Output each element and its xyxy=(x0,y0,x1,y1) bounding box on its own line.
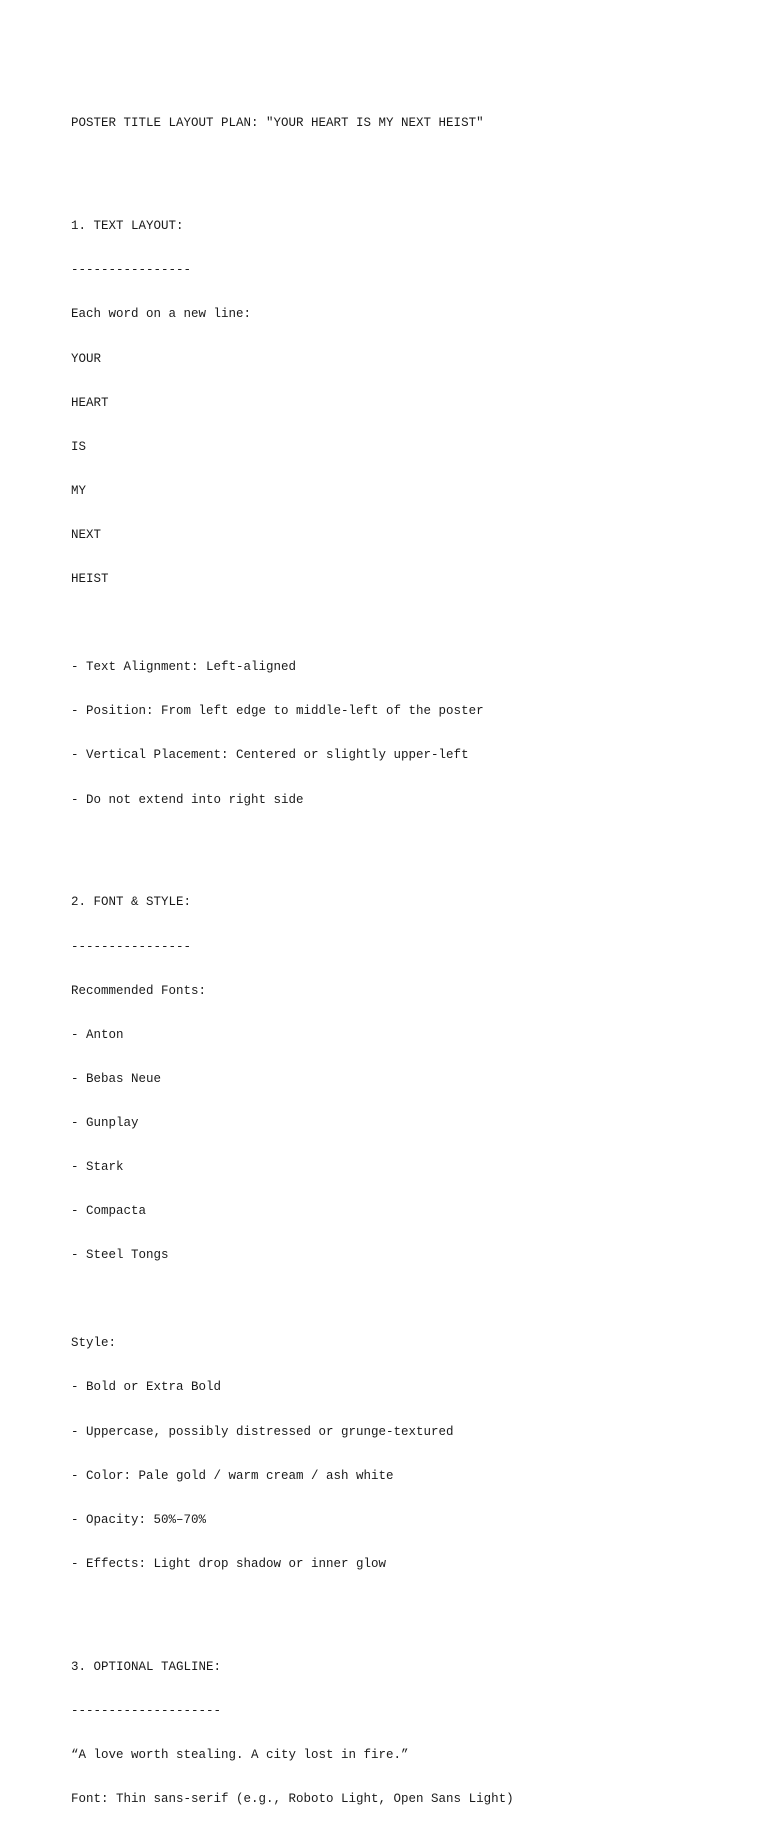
font-list-item: - Gunplay xyxy=(71,1115,139,1130)
fonts-label: Recommended Fonts: xyxy=(71,983,207,998)
blank-line xyxy=(71,1292,751,1307)
blank-line xyxy=(71,616,751,631)
style-list-item: - Opacity: 50%–70% xyxy=(71,1512,207,1527)
document-text xyxy=(71,87,751,1836)
tagline: “A love worth stealing. A city lost in fire.” xyxy=(71,1747,409,1762)
section-1-rule: ---------------- xyxy=(71,263,192,278)
section-1-intro: Each word on a new line: xyxy=(71,307,252,322)
blank-line xyxy=(71,1601,751,1616)
style-list-item: - Color: Pale gold / warm cream / ash white xyxy=(71,1468,394,1483)
document-title: POSTER TITLE LAYOUT PLAN: "YOUR HEART IS MY NEXT HEIST" xyxy=(71,116,484,131)
section-3-heading: 3. OPTIONAL TAGLINE: xyxy=(71,1659,222,1674)
section-3-rule: -------------------- xyxy=(71,1703,222,1718)
style-list-item: - Bold or Extra Bold xyxy=(71,1380,222,1395)
font-list-item: - Compacta xyxy=(71,1204,147,1219)
section-1-heading: 1. TEXT LAYOUT: xyxy=(71,219,184,234)
title-word-line: NEXT xyxy=(71,527,102,542)
title-word-line: YOUR xyxy=(71,351,102,366)
blank-line xyxy=(71,837,751,852)
font-list-item: - Bebas Neue xyxy=(71,1071,162,1086)
layout-bullet: - Do not extend into right side xyxy=(71,792,304,807)
section-2-heading: 2. FONT & STYLE: xyxy=(71,895,192,910)
layout-bullet: - Position: From left edge to middle-left of the poster xyxy=(71,704,484,719)
title-word-line: MY xyxy=(71,483,87,498)
font-list-item: - Stark xyxy=(71,1159,124,1174)
layout-bullet: - Vertical Placement: Centered or slightly upper-left xyxy=(71,748,469,763)
section-2-rule: ---------------- xyxy=(71,939,192,954)
style-label: Style: xyxy=(71,1336,117,1351)
style-list-item: - Uppercase, possibly distressed or grunge-textured xyxy=(71,1424,454,1439)
blank-line xyxy=(71,161,751,176)
font-list-item: - Steel Tongs xyxy=(71,1248,169,1263)
tagline-font-note: Font: Thin sans-serif (e.g., Roboto Light, Open Sans Light) xyxy=(71,1791,514,1806)
font-list-item: - Anton xyxy=(71,1027,124,1042)
layout-bullet: - Text Alignment: Left-aligned xyxy=(71,660,297,675)
title-word-line: IS xyxy=(71,439,87,454)
title-word-line: HEIST xyxy=(71,572,109,587)
style-list-item: - Effects: Light drop shadow or inner glow xyxy=(71,1556,387,1571)
title-word-line: HEART xyxy=(71,395,109,410)
